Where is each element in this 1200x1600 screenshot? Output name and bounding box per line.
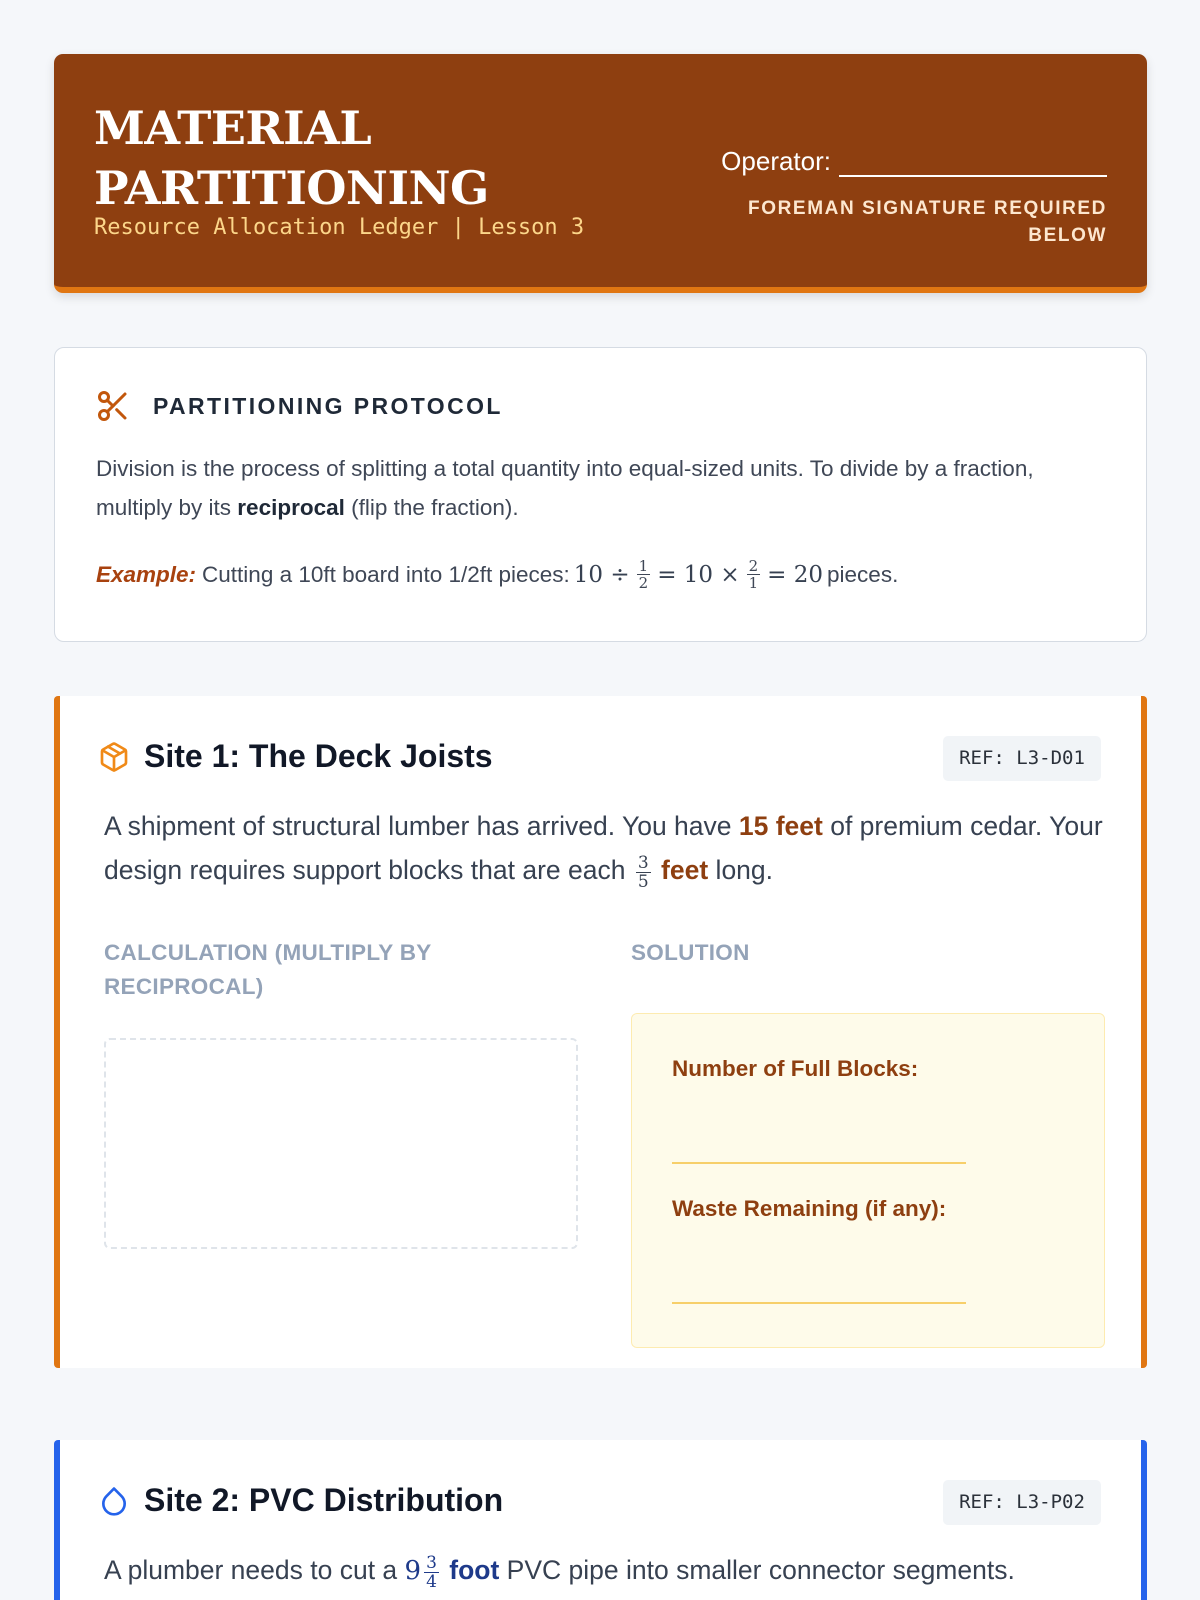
site-2-problem <box>104 1548 1104 1593</box>
frac-b-num: 2 <box>748 557 759 575</box>
solution-label: SOLUTION <box>631 940 750 965</box>
example-math-c: = 20 <box>767 561 824 588</box>
example-math-b: = 10 × <box>657 561 740 588</box>
answer-full-blocks-label: Number of Full Blocks: <box>672 1056 919 1081</box>
droplet-icon <box>98 1485 130 1517</box>
site-2-frac-den: 4 <box>426 1571 437 1592</box>
protocol-description <box>96 449 1096 527</box>
site-2-ref-badge: REF: L3-P02 <box>943 1480 1101 1525</box>
site-1-frac-den: 5 <box>637 871 649 892</box>
example-end: pieces. <box>827 561 899 587</box>
site-2-text-b: PVC pipe into smaller connector segments. <box>499 1555 1015 1585</box>
box-icon <box>98 741 130 773</box>
frac-b-den: 1 <box>748 574 759 592</box>
title-line-2: PARTITIONING <box>94 161 489 215</box>
site-2-highlight: foot <box>449 1555 500 1585</box>
example-fraction-b <box>747 558 761 591</box>
protocol-example <box>96 558 1096 591</box>
calculation-work-area[interactable] <box>104 1038 578 1249</box>
answer-waste-label: Waste Remaining (if any): <box>672 1196 947 1221</box>
site-1-card <box>54 696 1147 1368</box>
frac-a-den: 2 <box>638 574 649 592</box>
protocol-text-b: (flip the fraction). <box>344 495 519 520</box>
example-text: Cutting a 10ft board into 1/2ft pieces: <box>202 561 570 587</box>
worksheet-page <box>54 54 1147 1592</box>
site-1-highlight-b: feet <box>661 855 709 885</box>
page-title <box>94 98 489 218</box>
page-subtitle: Resource Allocation Ledger | Lesson 3 <box>94 215 585 240</box>
site-1-header <box>98 738 493 775</box>
answer-waste-line[interactable] <box>672 1302 966 1304</box>
example-label: Example: <box>96 561 197 587</box>
site-1-fraction <box>636 854 651 891</box>
site-1-text-c: long. <box>708 855 774 885</box>
protocol-header <box>95 388 503 424</box>
site-2-card <box>54 1440 1147 1600</box>
protocol-title: PARTITIONING PROTOCOL <box>153 392 503 419</box>
site-2-text-a: A plumber needs to cut a <box>104 1555 405 1585</box>
site-2-fraction <box>424 1554 439 1591</box>
protocol-text-bold: reciprocal <box>237 495 345 520</box>
solution-box <box>631 1013 1105 1348</box>
protocol-text-a: Division is the process of splitting a total quantity into equal-sized units. To divide by a fraction, multiply by its <box>96 456 1034 520</box>
site-2-title: Site 2: PVC Distribution <box>144 1482 504 1518</box>
site-1-text-a: A shipment of structural lumber has arrived. You have <box>104 811 739 841</box>
site-2-frac-num: 3 <box>426 1552 437 1573</box>
site-1-text-b: of premium cedar. Your design requires support blocks that are each <box>104 811 1103 885</box>
calculation-label: CALCULATION (MULTIPLY BY RECIPROCAL) <box>104 940 432 999</box>
example-math-a: 10 ÷ <box>573 561 630 588</box>
site-1-title: Site 1: The Deck Joists <box>144 738 493 774</box>
answer-full-blocks-line[interactable] <box>672 1162 966 1164</box>
site-2-whole: 9 <box>404 1556 422 1586</box>
frac-a-num: 1 <box>638 557 649 575</box>
operator-label: Operator: <box>721 146 831 176</box>
operator-field <box>721 146 1107 177</box>
operator-signature-line[interactable] <box>839 153 1107 177</box>
site-1-highlight-a: 15 feet <box>738 811 823 841</box>
example-fraction-a <box>637 558 651 591</box>
title-line-1: MATERIAL <box>94 101 372 155</box>
scissors-icon <box>95 388 131 424</box>
site-1-frac-num: 3 <box>637 852 649 873</box>
site-1-problem <box>104 804 1104 892</box>
protocol-card <box>54 347 1147 642</box>
site-1-ref-badge: REF: L3-D01 <box>943 736 1101 781</box>
foreman-note: FOREMAN SIGNATURE REQUIRED BELOW <box>748 198 1107 246</box>
header-banner <box>54 54 1147 293</box>
site-2-header <box>98 1482 503 1519</box>
